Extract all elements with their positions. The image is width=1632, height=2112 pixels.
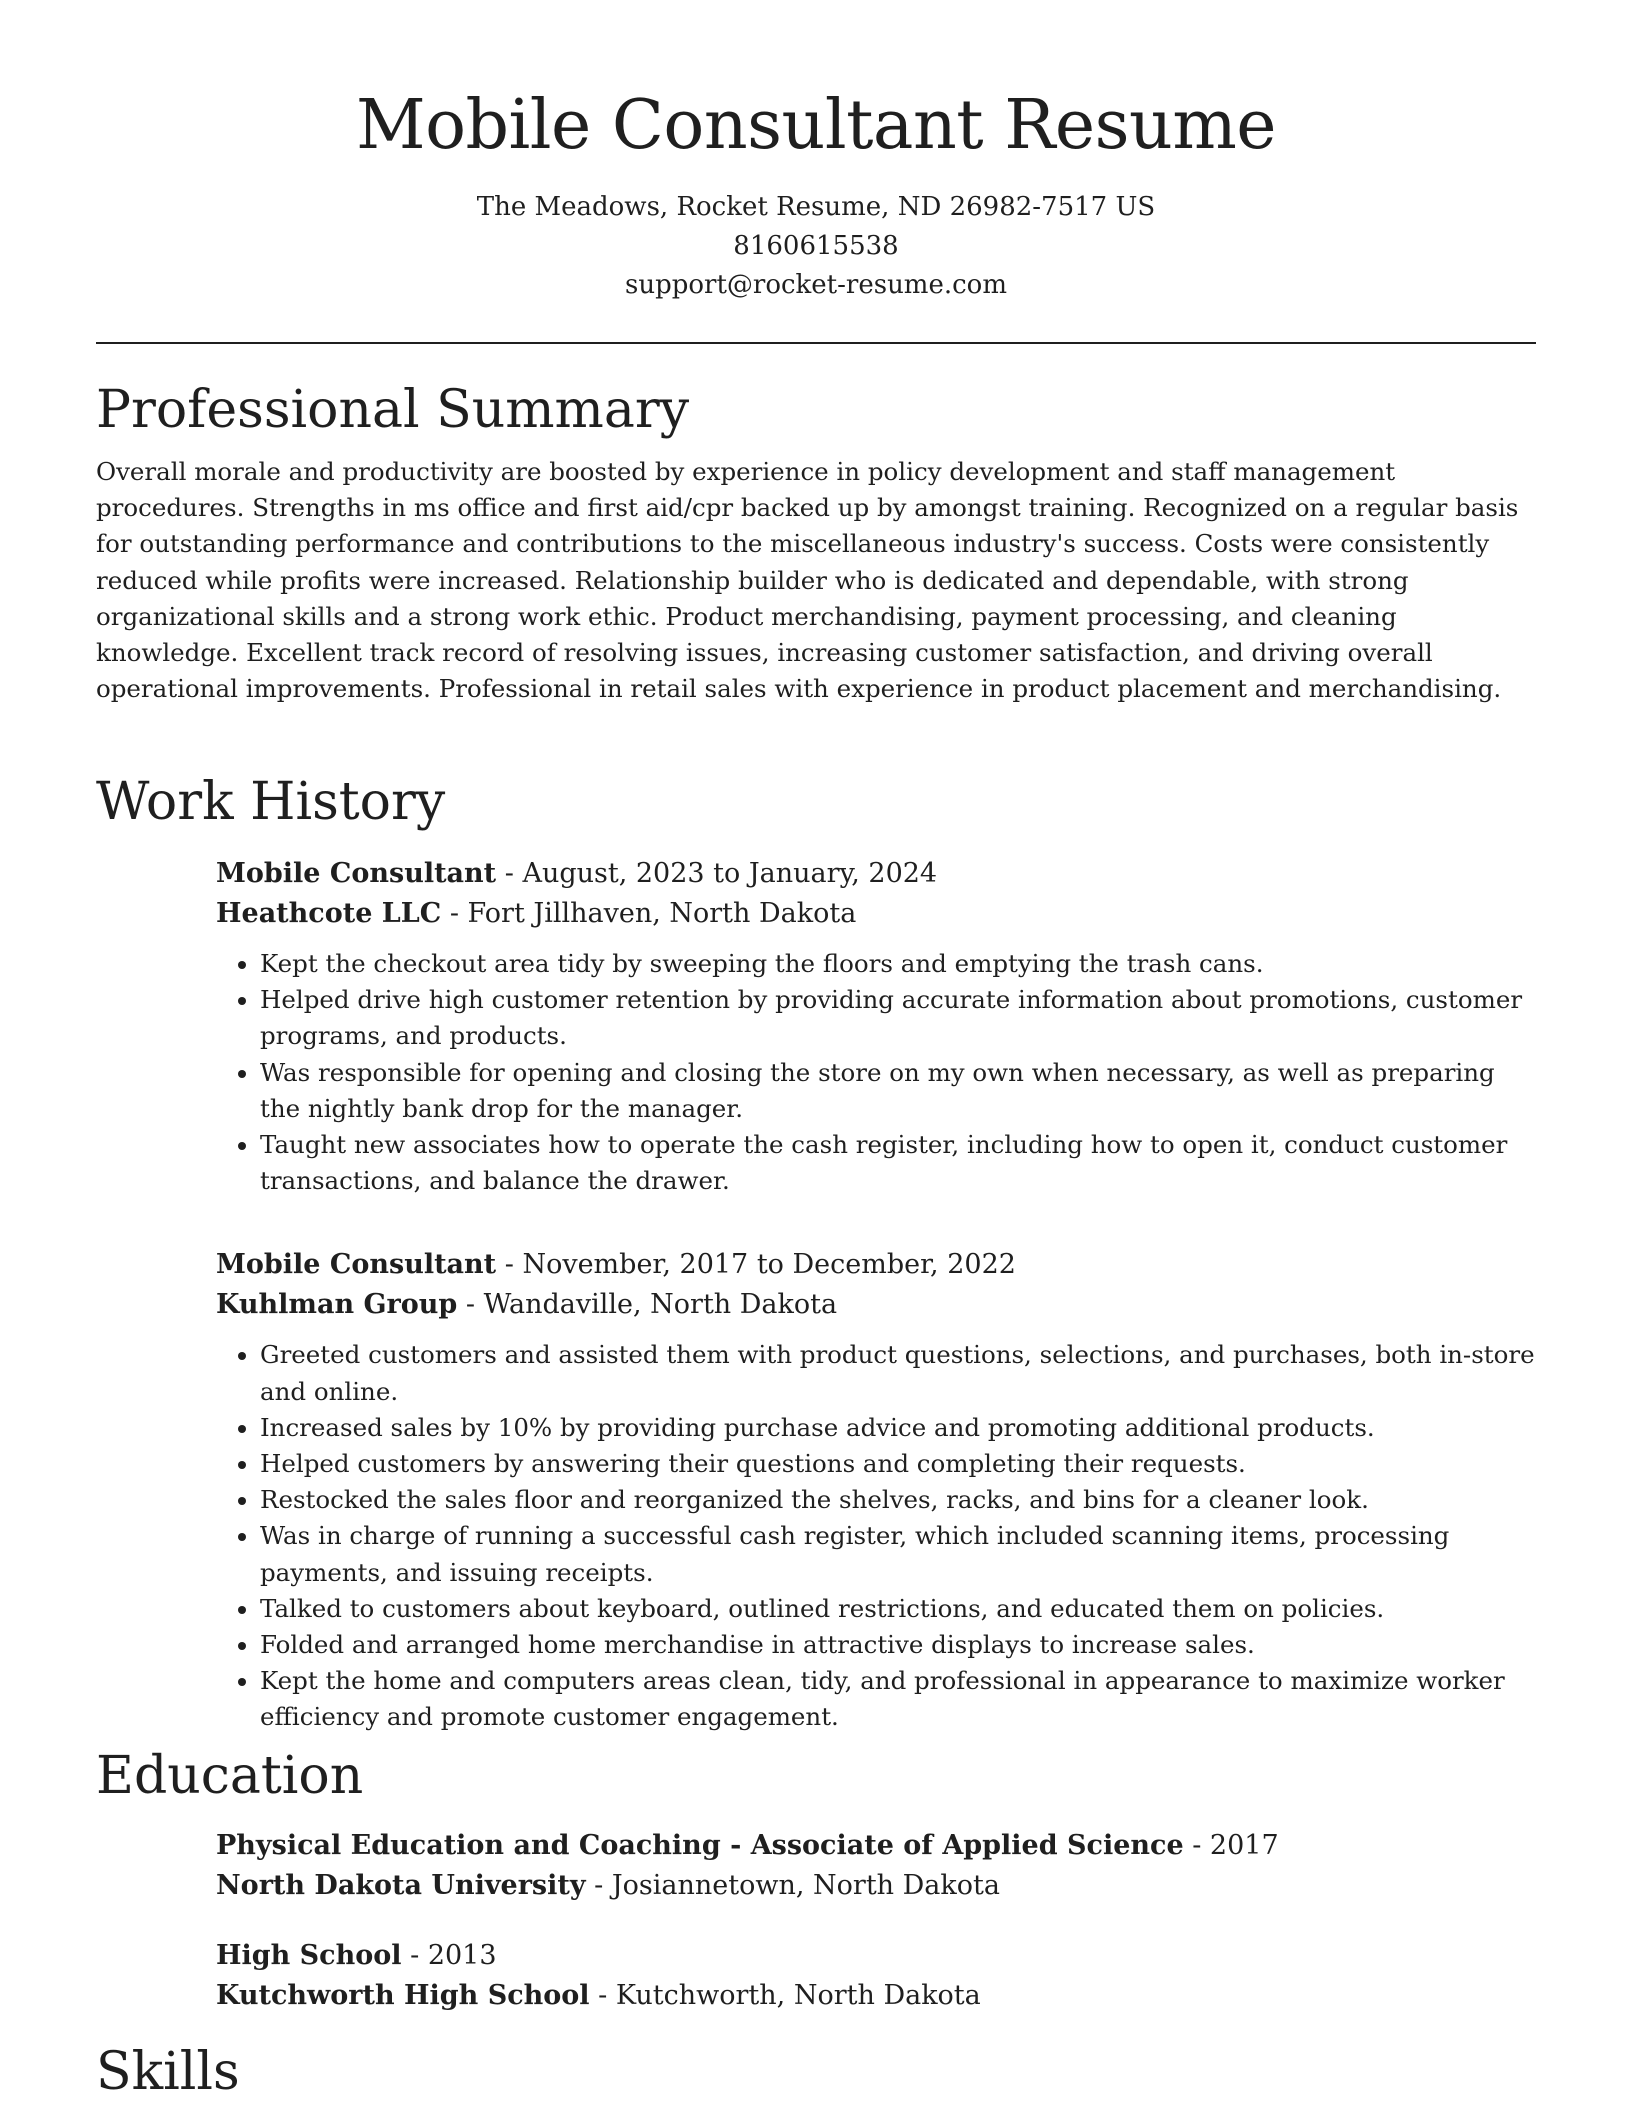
job-company-line (216, 1285, 1536, 1325)
contact-block (0, 188, 1632, 305)
email: support@rocket-resume.com (624, 270, 1007, 300)
job-dates: - November, 2017 to December, 2022 (496, 1249, 1016, 1281)
education-program: High School (216, 1940, 402, 1971)
header-divider (96, 342, 1536, 344)
job-bullet: • Increased sales by 10% by providing purchase advice and promoting additional products. (260, 1410, 1536, 1446)
job-bullet: • Kept the home and computers areas clean, tidy, and professional in appearance to maximize worker efficiency and promote customer engagement. (260, 1663, 1536, 1735)
job-bullet: • Folded and arranged home merchandise in attractive displays to increase sales. (260, 1627, 1536, 1663)
education-entry (216, 1826, 1536, 1906)
job-bullet: • Helped customers by answering their questions and completing their requests. (260, 1446, 1536, 1482)
education-school-line (216, 1976, 1536, 2016)
work-history-heading: Work History (96, 772, 446, 832)
education-school: Kutchworth High School (216, 1980, 590, 2011)
education-school-line (216, 1866, 1536, 1906)
job-location: - Fort Jillhaven, North Dakota (441, 898, 857, 929)
education-school: North Dakota University (216, 1870, 586, 1901)
skills-heading: Skills (96, 2042, 240, 2102)
education-year: - 2013 (401, 1940, 497, 1971)
education-location: - Kutchworth, North Dakota (589, 1980, 981, 2011)
education-entry (216, 1936, 1536, 2016)
job-bullet: • Was responsible for opening and closing the store on my own when necessary, as well as preparing the nightly bank drop for the manager. (260, 1055, 1536, 1127)
skills-section (96, 2042, 1536, 2102)
resume-header (0, 0, 1632, 305)
job-dates: - August, 2023 to January, 2024 (496, 858, 938, 889)
address: The Meadows, Rocket Resume, ND 26982-7517 US (476, 192, 1156, 222)
job-role: Mobile Consultant (216, 858, 497, 889)
job-bullet: • Taught new associates how to operate the cash register, including how to open it, conduct customer transactions, and balance the drawer. (260, 1127, 1536, 1199)
summary-heading: Professional Summary (96, 380, 690, 440)
job-bullet: • Helped drive high customer retention by providing accurate information about promotions, customer programs, and products. (260, 982, 1536, 1054)
education-section (96, 1746, 1536, 2016)
job-title-line (216, 1245, 1536, 1285)
job-entry (216, 1245, 1536, 1735)
education-program-line (216, 1826, 1536, 1866)
job-bullet: • Greeted customers and assisted them with product questions, selections, and purchases, both in-store and online. (260, 1337, 1536, 1409)
job-bullet: • Kept the checkout area tidy by sweeping the floors and emptying the trash cans. (260, 946, 1536, 982)
job-bullet: • Talked to customers about keyboard, outlined restrictions, and educated them on policies. (260, 1591, 1536, 1627)
education-heading: Education (96, 1746, 364, 1806)
job-entry (216, 854, 1536, 1199)
work-history-section (96, 772, 1536, 1736)
job-title-line (216, 854, 1536, 894)
summary-text: Overall morale and productivity are boosted by experience in policy development and staff management procedures. Strengths in ms office and first aid/cpr backed up by amongst training. Recognized on a regular basis for outstanding performance and contributions to the miscellaneous industry's success. Costs were consistently reduced while profits were increased. Relationship builder who is dedicated and dependable, with strong organizational skills and a strong work ethic. Product merchandising, payment processing, and cleaning knowledge. Excellent track record of resolving issues, increasing customer satisfaction, and driving overall operational improvements. Professional in retail sales with experience in product placement and merchandising. (96, 457, 1519, 704)
job-role: Mobile Consultant (216, 1249, 497, 1281)
job-bullet: • Restocked the sales floor and reorganized the shelves, racks, and bins for a cleaner look. (260, 1482, 1536, 1518)
phone: 8160615538 (733, 231, 899, 261)
job-bullets (216, 946, 1536, 1199)
job-company: Kuhlman Group (216, 1289, 458, 1321)
job-company: Heathcote LLC (216, 898, 442, 929)
summary-section (96, 380, 1536, 707)
resume-title: Mobile Consultant Resume (355, 86, 1277, 165)
job-company-line (216, 894, 1536, 934)
job-bullet: • Was in charge of running a successful cash register, which included scanning items, processing payments, and issuing receipts. (260, 1518, 1536, 1590)
education-program: Physical Education and Coaching - Associate of Applied Science (216, 1830, 1184, 1861)
job-location: - Wandaville, North Dakota (457, 1289, 838, 1321)
education-location: - Josiannetown, North Dakota (585, 1870, 1000, 1901)
job-bullets (216, 1337, 1536, 1735)
education-year: - 2017 (1183, 1830, 1279, 1861)
education-program-line (216, 1936, 1536, 1976)
